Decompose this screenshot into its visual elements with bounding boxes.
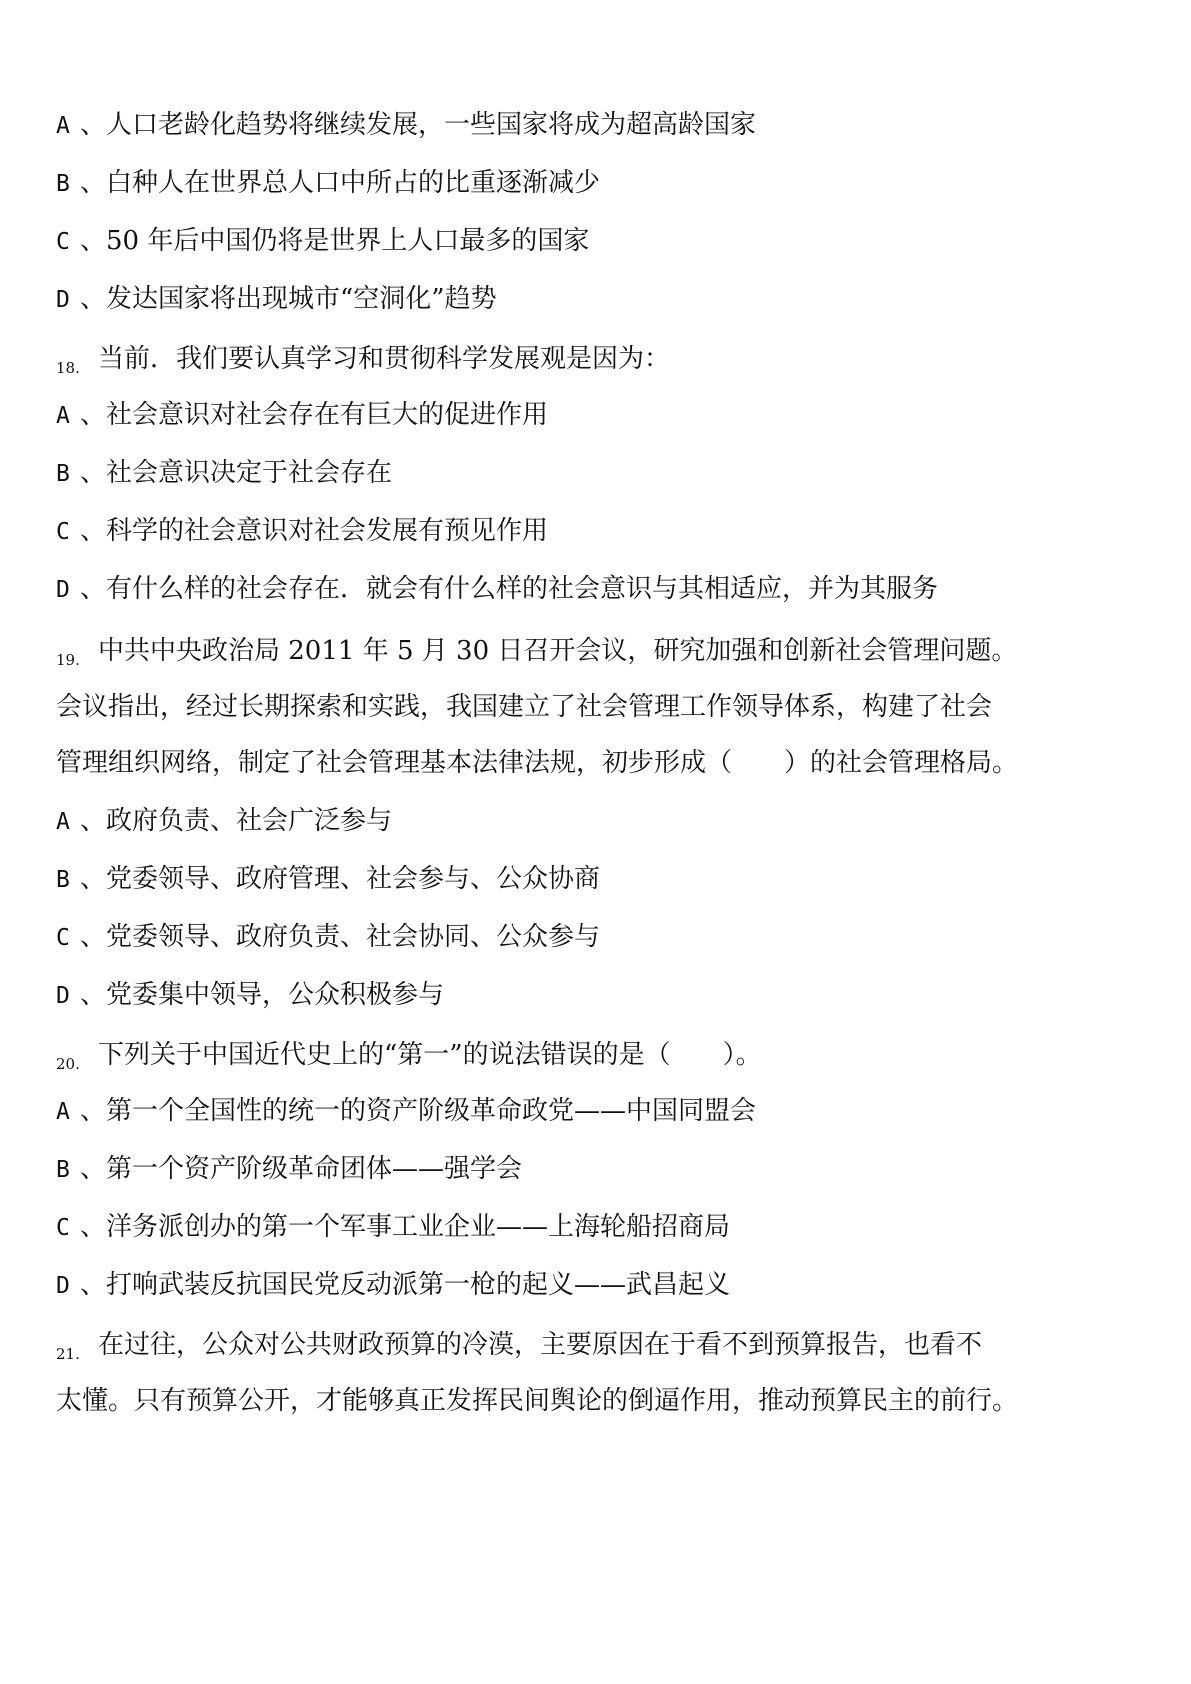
q18-option-d [56,572,938,607]
option-separator: 、 [80,226,107,256]
q17-option-a [56,108,756,143]
question-text: 中共中央政治局 2011 年 5 月 30 日召开会议，研究加强和创新社会管理问题。 [98,636,1018,666]
q19-option-d [56,978,444,1013]
option-text: 科学的社会意识对社会发展有预见作用 [106,516,549,546]
option-text: 有什么样的社会存在．就会有什么样的社会意识与其相适应，并为其服务 [106,574,939,604]
option-letter: A [56,1099,70,1125]
q19-option-b [56,862,600,897]
option-separator: 、 [80,1212,107,1242]
q17-option-b [56,166,600,201]
option-letter: C [56,229,70,255]
option-text: 党委领导、政府管理、社会参与、公众协商 [106,864,601,894]
option-text: 白种人在世界总人口中所占的比重逐渐减少 [106,168,601,198]
option-separator: 、 [80,400,107,430]
option-letter: B [56,867,70,893]
option-text: 50 年后中国仍将是世界上人口最多的国家 [106,226,590,256]
option-separator: 、 [80,574,107,604]
question-19 [56,634,1017,677]
option-letter: A [56,403,70,429]
q19-option-c [56,920,600,955]
q20-option-c [56,1210,730,1245]
option-text: 第一个资产阶级革命团体——强学会 [106,1154,523,1184]
option-text: 社会意识对社会存在有巨大的促进作用 [106,400,549,430]
q18-option-b [56,456,392,491]
question-number: 19. [56,651,80,669]
q17-option-d [56,282,497,317]
option-text: 发达国家将出现城市“空洞化”趋势 [106,284,497,314]
option-letter: B [56,1157,70,1183]
option-text: 打响武装反抗国民党反动派第一枪的起义——武昌起义 [106,1270,731,1300]
q18-option-c [56,514,548,549]
option-text: 人口老龄化趋势将继续发展，一些国家将成为超高龄国家 [106,110,757,140]
option-letter: C [56,925,70,951]
question-number: 18. [56,359,80,377]
option-separator: 、 [80,284,107,314]
option-text: 社会意识决定于社会存在 [106,458,393,488]
question-21-line-2: 太懂。只有预算公开，才能够真正发挥民间舆论的倒逼作用，推动预算民主的前行。 [56,1386,1019,1416]
option-text: 第一个全国性的统一的资产阶级革命政党——中国同盟会 [106,1096,757,1126]
question-18 [56,342,670,385]
q17-option-c [56,224,589,259]
option-letter: C [56,1215,70,1241]
option-letter: B [56,461,70,487]
question-19-line-3: 管理组织网络，制定了社会管理基本法律法规，初步形成（ ）的社会管理格局。 [56,748,1019,778]
option-separator: 、 [80,1154,107,1184]
q18-option-a [56,398,548,433]
q19-option-a [56,804,392,839]
option-letter: C [56,519,70,545]
option-separator: 、 [80,168,107,198]
question-20 [56,1038,762,1081]
q20-option-a [56,1094,756,1129]
question-number: 21. [56,1345,80,1363]
option-letter: A [56,113,70,139]
question-text: 在过往，公众对公共财政预算的冷漠，主要原因在于看不到预算报告，也看不 [98,1330,983,1360]
question-text: 当前．我们要认真学习和贯彻科学发展观是因为： [98,344,671,374]
option-separator: 、 [80,980,107,1010]
option-letter: D [56,287,70,313]
option-separator: 、 [80,110,107,140]
option-text: 洋务派创办的第一个军事工业企业——上海轮船招商局 [106,1212,731,1242]
q20-option-b [56,1152,522,1187]
option-separator: 、 [80,806,107,836]
question-text: 下列关于中国近代史上的“第一”的说法错误的是（ ）。 [98,1040,762,1070]
question-number: 20. [56,1055,80,1073]
option-separator: 、 [80,516,107,546]
option-letter: B [56,171,70,197]
option-separator: 、 [80,1096,107,1126]
option-letter: D [56,1273,70,1299]
option-separator: 、 [80,922,107,952]
option-separator: 、 [80,1270,107,1300]
option-letter: D [56,983,70,1009]
option-text: 政府负责、社会广泛参与 [106,806,393,836]
option-letter: D [56,577,70,603]
option-text: 党委集中领导，公众积极参与 [106,980,445,1010]
option-separator: 、 [80,458,107,488]
option-separator: 、 [80,864,107,894]
option-letter: A [56,809,70,835]
question-21 [56,1328,982,1371]
q20-option-d [56,1268,730,1303]
option-text: 党委领导、政府负责、社会协同、公众参与 [106,922,601,952]
question-19-line-2: 会议指出，经过长期探索和实践，我国建立了社会管理工作领导体系，构建了社会 [56,692,993,722]
